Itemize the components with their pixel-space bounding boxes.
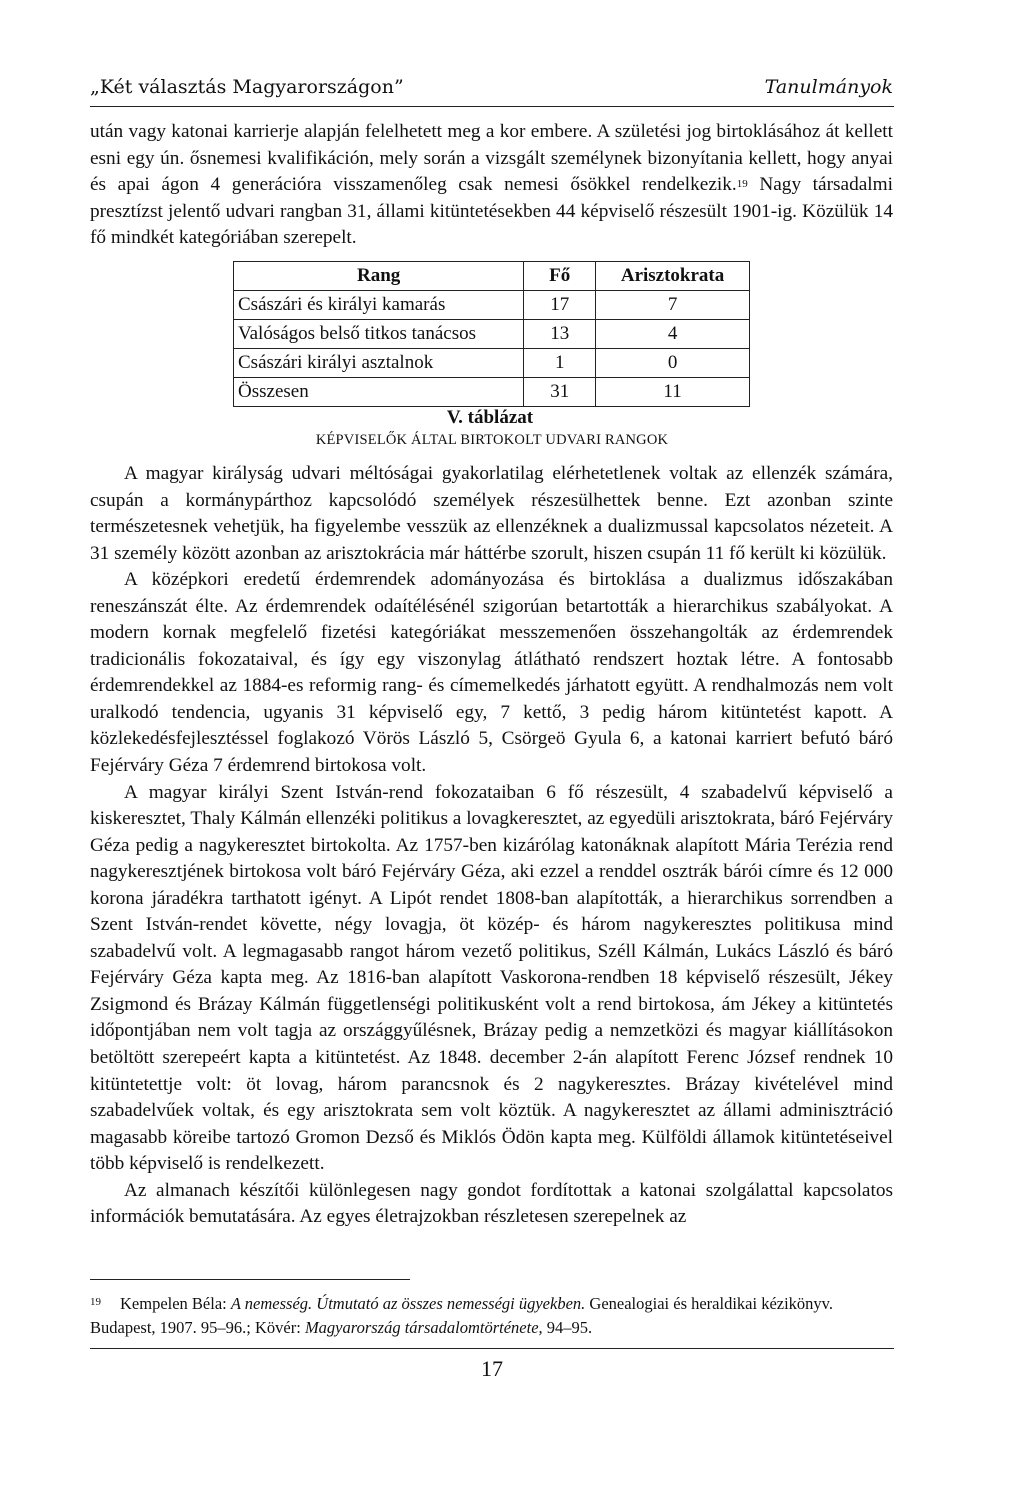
footnote-title-2: Magyarország társadalomtörténete, bbox=[304, 1318, 543, 1337]
footnote-text-1: Kempelen Béla: bbox=[120, 1294, 231, 1313]
paragraph: A középkori eredetű érdemrendek adományozása és birtoklása a dualizmus időszakában reneszánszát élte. Az érdemrendek odaítélésénél szigorúan betartották a hierarchikus szabályokat. A modern kornak megfelelő fizetési kategóriákat messzemenően összehangolták az érdemrendek tradicionális fokozataival, és így egy viszonylag átlátható rendszert hoztak létre. A fontosabb érdemrendekkel az 1884-es reformig rang- és címemelkedés járhatott együtt. A rendhalmozás nem volt uralkodó tendencia, ugyanis 31 képviselő egy, 7 kettő, 3 pedig három kitüntetést kapott. A közlekedésfejlesztéssel foglakozó Vörös László 5, Csörgeö Gyula 6, a katonai karriert befutó báró Fejérváry Géza 7 érdemrend birtokosa volt. bbox=[90, 569, 893, 777]
cell-arisztokrata: 4 bbox=[596, 320, 750, 349]
table-row bbox=[234, 349, 750, 378]
footnote-title-1: A nemesség. Útmutató az összes nemességi ügyekben. bbox=[230, 1294, 586, 1313]
paragraph: A magyar királyi Szent István-rend fokozataiban 6 fő részesült, 4 szabadelvű képviselő a kiskeresztet, Thaly Kálmán ellenzéki politikus a lovagkeresztet, az egyedüli arisztokrata, báró Fejérváry Géza pedig a nagykeresztet birtokolta. Az 1757-ben kizárólag katonáknak alapított Mária Terézia rend nagykeresztjének birtokosa volt báró Fejérváry Géza, aki ezzel a renddel osztrák bárói címre és 12 000 korona járadékra tarthatott igényt. A Lipót rendet 1808-ban alapították, a hierarchikus sorrendben a Szent István-rendet követte, négy lovagja, öt közép- és három nagykeresztes politikusa mind szabadelvű volt. A legmagasabb rangot három vezető politikus, Széll Kálmán, Lukács László és báró Fejérváry Géza kapta meg. Az 1816-ban alapított Vaskorona-rendben 18 képviselő részesült, Jékey Zsigmond és Brázay Kálmán függetlenségi politikusként volt a rend birtokosa, ám Jékey a kitüntetés időpontjában nem volt tagja az országgyűlésnek, Brázay pedig a nemzetközi és magyar kiállításokon betöltött szerepeért kapta a kitüntetést. Az 1848. december 2-án alapított Ferenc József rendnek 10 kitüntetettje volt: öt lovag, három parancsnok és 2 nagykeresztes. Brázay kivételével mind szabadelvűek voltak, és egy arisztokrata sem volt köztük. A nagykeresztet az állami adminisztráció magasabb köreibe tartozó Gromon Dezső és Miklós Ödön kapta meg. Külföldi államok kitüntetéseivel több képviselő is rendelkezett. bbox=[90, 781, 893, 1175]
footnote-ref[interactable]: 19 bbox=[736, 178, 748, 191]
table-caption-number: V. táblázat bbox=[446, 407, 534, 428]
header-rule bbox=[90, 106, 894, 107]
footnote-text-2: Genealogiai és heraldikai kézikönyv. Budapest, 1907. 95–96.; Kövér: bbox=[90, 1294, 833, 1337]
intro-paragraph bbox=[90, 119, 893, 252]
cell-fo: 1 bbox=[524, 349, 596, 378]
cell-rang: Császári királyi asztalnok bbox=[234, 349, 524, 378]
table-header-row bbox=[234, 262, 750, 291]
footnote-number: 19 bbox=[90, 1296, 101, 1308]
header-section: Tanulmányok bbox=[764, 76, 893, 98]
cell-rang: Valóságos belső titkos tanácsos bbox=[234, 320, 524, 349]
table-caption-title: KÉPVISELŐK ÁLTAL BIRTOKOLT UDVARI RANGOK bbox=[315, 432, 669, 448]
cell-rang: Császári és királyi kamarás bbox=[234, 291, 524, 320]
page-number: 17 bbox=[481, 1356, 503, 1381]
footnote-end-rule bbox=[90, 1348, 894, 1349]
running-header bbox=[90, 76, 893, 98]
rank-table bbox=[233, 261, 750, 407]
cell-arisztokrata: 11 bbox=[596, 378, 750, 407]
cell-fo: 31 bbox=[524, 378, 596, 407]
table-row bbox=[234, 291, 750, 320]
intro-text-part1: után vagy katonai karrierje alapján felelhetett meg a kor embere. A születési jog birtoklásához át kellett esni egy ún. ősnemesi kvalifikáción, mely során a vizsgált személynek bizonyítania kellett, hogy anyai és apai ágon 4 generációra visszamenőleg csak nemesi ősökkel rendelkezik. bbox=[90, 121, 893, 196]
paragraph: Az almanach készítői különlegesen nagy gondot fordítottak a katonai szolgálattal kapcsolatos információk bemutatására. Az egyes életrajzokban részletesen szerepelnek az bbox=[90, 1179, 893, 1228]
main-text bbox=[90, 461, 893, 1231]
column-header-rang: Rang bbox=[234, 262, 524, 291]
intro-text-part2: Nagy társadalmi presztízst jelentő udvari rangban 31, állami kitüntetésekben 44 képviselő részesült 1901-ig. Közülük 14 fő mindkét kategóriában szerepelt. bbox=[90, 174, 893, 249]
column-header-arisztokrata: Arisztokrata bbox=[596, 262, 750, 291]
footnote bbox=[90, 1292, 893, 1340]
cell-arisztokrata: 7 bbox=[596, 291, 750, 320]
footnote-text-3: 94–95. bbox=[542, 1318, 593, 1337]
table-row-total bbox=[234, 378, 750, 407]
cell-arisztokrata: 0 bbox=[596, 349, 750, 378]
column-header-fo: Fő bbox=[524, 262, 596, 291]
cell-rang: Összesen bbox=[234, 378, 524, 407]
header-title: „Két választás Magyarországon” bbox=[90, 76, 404, 98]
paragraph: A magyar királyság udvari méltóságai gyakorlatilag elérhetetlenek voltak az ellenzék számára, csupán a kormánypárthoz kapcsolódó személyek részesülhettek benne. Ezt azonban szinte természetesnek vehetjük, ha figyelembe vesszük az ellenzéknek a dualizmussal kapcsolatos nézeteit. A 31 személy között azonban az arisztokrácia már háttérbe szorult, hiszen csupán 11 fő került ki közülük. bbox=[90, 463, 893, 564]
table-row bbox=[234, 320, 750, 349]
cell-fo: 13 bbox=[524, 320, 596, 349]
footnote-rule bbox=[90, 1279, 410, 1280]
cell-fo: 17 bbox=[524, 291, 596, 320]
intro-text bbox=[90, 119, 893, 252]
